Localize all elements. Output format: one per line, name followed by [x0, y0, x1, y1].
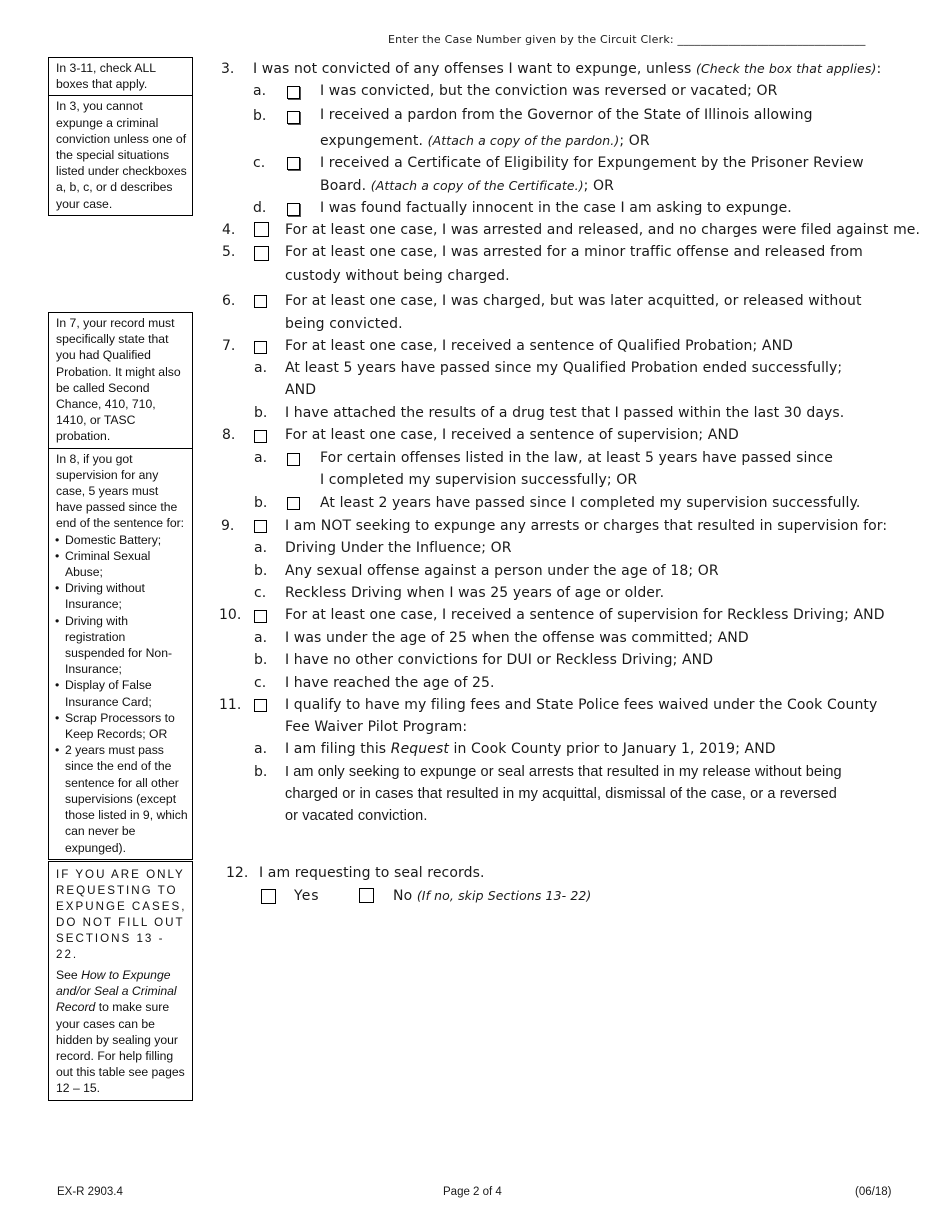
item-7a-text-cont: AND	[285, 382, 317, 398]
item-9-text: I am NOT seeking to expunge any arrests or charges that resulted in supervision for:	[285, 518, 888, 534]
item-6-text-cont: being convicted.	[285, 316, 403, 332]
item-10c-text: I have reached the age of 25.	[285, 675, 495, 691]
checkbox-4[interactable]	[254, 222, 269, 237]
item-number: 8.	[222, 427, 236, 443]
item-letter: d.	[253, 200, 267, 216]
item-11b-text: I am only seeking to expunge or seal arrests that resulted in my release without being	[285, 764, 842, 780]
list-item: • Driving with registration suspended for Non-Insurance;	[56, 613, 188, 678]
list-item: • Domestic Battery;	[56, 532, 188, 548]
case-number-label: Enter the Case Number given by the Circuit Clerk:	[388, 33, 674, 46]
item-4-text: For at least one case, I was arrested and released, and no charges were filed against me.	[285, 222, 921, 238]
item-letter: b.	[254, 495, 268, 511]
item-12-text: I am requesting to seal records.	[259, 865, 485, 881]
item-10b-text: I have no other convictions for DUI or Reckless Driving; AND	[285, 652, 714, 668]
sidebar-note-8-list	[56, 532, 188, 856]
seal-no-label: No (If no, skip Sections 13- 22)	[393, 888, 592, 904]
item-8-text: For at least one case, I received a sentence of supervision; AND	[285, 427, 739, 443]
guide-title: How to Expunge and/or Seal a Criminal Record	[56, 968, 177, 1015]
item-9b-text: Any sexual offense against a person under the age of 18; OR	[285, 563, 719, 579]
form-version: (06/18)	[855, 1186, 892, 1198]
item-letter: b.	[253, 108, 267, 124]
item-number: 9.	[221, 518, 235, 534]
sidebar-expunge-only-warning: IF YOU ARE ONLY REQUESTING TO EXPUNGE CASES, DO NOT FILL OUT SECTIONS 13 - 22.	[56, 868, 187, 961]
item-6-text: For at least one case, I was charged, but was later acquitted, or released without	[285, 293, 862, 309]
item-number: 3.	[221, 61, 235, 77]
page-number: Page 2 of 4	[443, 1186, 502, 1198]
sidebar-guide-note: See How to Expunge and/or Seal a Criminal Record to make sure your cases can be hidden by sealing your record. For help filling out this table see pages 12 – 15.	[56, 968, 185, 1096]
case-number-field[interactable]: _________________________________	[677, 33, 866, 46]
item-3b-text: I received a pardon from the Governor of the State of Illinois allowing	[320, 107, 813, 123]
item-11b-text-cont: or vacated conviction.	[285, 808, 428, 824]
checkbox-8b[interactable]	[287, 497, 300, 510]
sidebar-note-box-3	[48, 861, 193, 1101]
checkbox-7[interactable]	[254, 341, 267, 354]
item-letter: a.	[254, 741, 268, 757]
item-10a-text: I was under the age of 25 when the offense was committed; AND	[285, 630, 749, 646]
item-11-text-cont: Fee Waiver Pilot Program:	[285, 719, 468, 735]
item-7b-text: I have attached the results of a drug test that I passed within the last 30 days.	[285, 405, 845, 421]
item-7-text: For at least one case, I received a sentence of Qualified Probation; AND	[285, 338, 794, 354]
item-letter: c.	[254, 675, 267, 691]
checkbox-seal-no[interactable]	[359, 888, 374, 903]
checkbox-9[interactable]	[254, 520, 267, 533]
checkbox-8[interactable]	[254, 430, 267, 443]
item-number: 7.	[222, 338, 236, 354]
case-number-header	[388, 33, 866, 46]
list-item: • Display of False Insurance Card;	[56, 677, 188, 709]
sidebar-note-section-8	[49, 448, 192, 859]
list-item: • Scrap Processors to Keep Records; OR	[56, 710, 188, 742]
item-letter: a.	[254, 540, 268, 556]
item-9a-text: Driving Under the Influence; OR	[285, 540, 512, 556]
item-11-text: I qualify to have my filing fees and State Police fees waived under the Cook County	[285, 697, 878, 713]
form-id: EX-R 2903.4	[57, 1186, 123, 1198]
sidebar-note-box-1	[48, 57, 193, 216]
checkbox-5[interactable]	[254, 246, 269, 261]
checkbox-3c[interactable]	[287, 157, 300, 170]
checkbox-3d[interactable]	[287, 203, 300, 216]
sidebar-note-check-all: In 3-11, check ALL boxes that apply.	[56, 61, 156, 92]
item-letter: a.	[254, 630, 268, 646]
seal-yes-label: Yes	[294, 888, 320, 904]
item-3c-text: I received a Certificate of Eligibility for Expungement by the Prisoner Review	[320, 155, 864, 171]
sidebar-note-8-intro: In 8, if you got supervision for any case, 5 years must have passed since the end of the sentence for:	[56, 451, 185, 531]
checkbox-6[interactable]	[254, 295, 267, 308]
item-3a-text: I was convicted, but the conviction was reversed or vacated; OR	[320, 83, 778, 99]
item-8a-text: For certain offenses listed in the law, at least 5 years have passed since	[320, 450, 833, 466]
checkbox-11[interactable]	[254, 699, 267, 712]
item-3-text: I was not convicted of any offenses I want to expunge, unless (Check the box that applies):	[253, 61, 882, 77]
list-item: • Driving without Insurance;	[56, 580, 188, 612]
item-number: 6.	[222, 293, 236, 309]
item-number: 12.	[226, 865, 249, 881]
item-3d-text: I was found factually innocent in the case I am asking to expunge.	[320, 200, 792, 216]
checkbox-seal-yes[interactable]	[261, 889, 276, 904]
item-5-text: For at least one case, I was arrested for a minor traffic offense and released from	[285, 244, 863, 260]
sidebar-note-box-2	[48, 312, 193, 860]
item-9c-text: Reckless Driving when I was 25 years of age or older.	[285, 585, 665, 601]
item-letter: a.	[254, 360, 268, 376]
item-11b-text-cont: charged or in cases that resulted in my acquittal, dismissal of the case, or a reversed	[285, 786, 837, 802]
checkbox-3a[interactable]	[287, 86, 300, 99]
checkbox-8a[interactable]	[287, 453, 300, 466]
item-letter: b.	[254, 405, 268, 421]
item-number: 5.	[222, 244, 236, 260]
item-letter: b.	[254, 563, 268, 579]
item-letter: c.	[254, 585, 267, 601]
item-letter: c.	[253, 155, 266, 171]
item-letter: b.	[254, 652, 268, 668]
item-letter: b.	[254, 764, 268, 780]
item-letter: a.	[254, 450, 268, 466]
item-10-text: For at least one case, I received a sentence of supervision for Reckless Driving; AND	[285, 607, 885, 623]
item-7a-text: At least 5 years have passed since my Qualified Probation ended successfully;	[285, 360, 843, 376]
item-number: 11.	[219, 697, 242, 713]
item-11a-text: I am filing this Request in Cook County prior to January 1, 2019; AND	[285, 741, 776, 757]
checkbox-10[interactable]	[254, 610, 267, 623]
item-8b-text: At least 2 years have passed since I completed my supervision successfully.	[320, 495, 861, 511]
item-number: 10.	[219, 607, 242, 623]
checkbox-3b[interactable]	[287, 111, 300, 124]
item-3c-text-cont: Board. (Attach a copy of the Certificate.); OR	[320, 178, 614, 194]
item-number: 4.	[222, 222, 236, 238]
list-item: • Criminal Sexual Abuse;	[56, 548, 188, 580]
sidebar-note-section-3: In 3, you cannot expunge a criminal conviction unless one of the special situations listed under checkboxes a, b, c, or d describes your case.	[49, 95, 192, 214]
item-8a-text-cont: I completed my supervision successfully; OR	[320, 472, 638, 488]
item-letter: a.	[253, 83, 267, 99]
item-3b-text-cont: expungement. (Attach a copy of the pardon.); OR	[320, 133, 650, 149]
list-item: • 2 years must pass since the end of the sentence for all other supervisions (except those listed in 9, which can never be expunged).	[56, 742, 188, 855]
item-5-text-cont: custody without being charged.	[285, 268, 510, 284]
sidebar-note-section-7: In 7, your record must specifically state that you had Qualified Probation. It might also be called Second Chance, 410, 710, 1410, or TASC probation.	[56, 316, 181, 444]
